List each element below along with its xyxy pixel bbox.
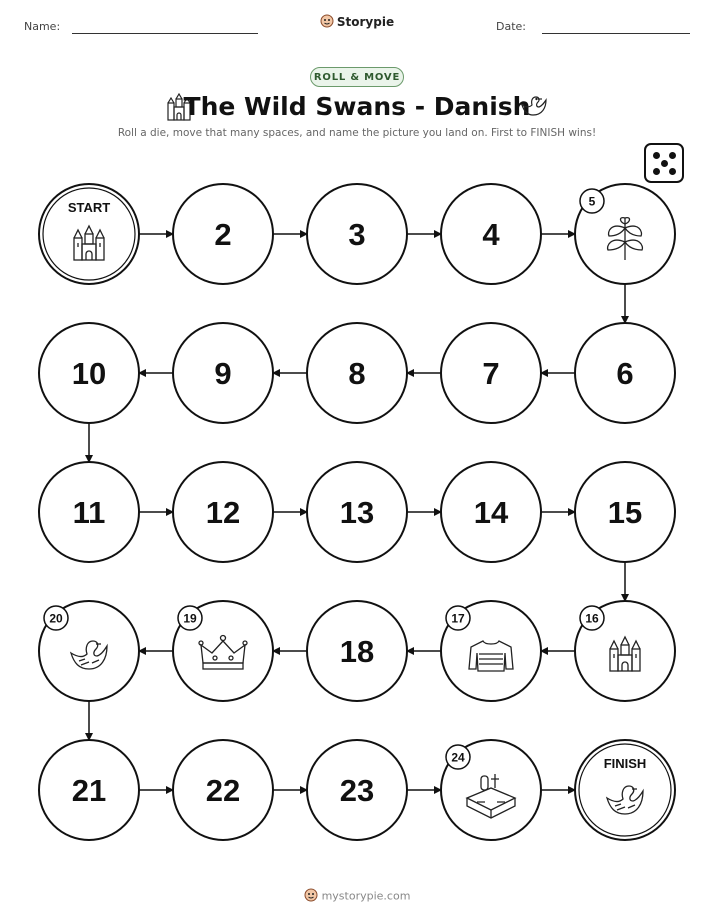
board-space xyxy=(441,323,541,423)
space-number: 17 xyxy=(451,611,465,626)
space-label: FINISH xyxy=(603,756,647,771)
board-space xyxy=(173,740,273,840)
storypie-logo-icon xyxy=(304,888,318,905)
space-number: 2 xyxy=(214,217,232,252)
board-space xyxy=(39,184,139,284)
space-number: 8 xyxy=(348,356,366,391)
brand-name: Storypie xyxy=(336,15,395,29)
board-space xyxy=(173,323,273,423)
board-space xyxy=(39,323,139,423)
board-space xyxy=(307,184,407,284)
space-number: 6 xyxy=(616,356,634,391)
space-number: 24 xyxy=(451,750,465,765)
board-space xyxy=(307,323,407,423)
board-space xyxy=(173,462,273,562)
space-number: 11 xyxy=(72,495,106,530)
board-space xyxy=(575,184,675,284)
space-number: 20 xyxy=(49,611,63,626)
roll-and-move-badge: ROLL & MOVE xyxy=(310,67,404,87)
space-number: 10 xyxy=(71,356,107,391)
space-number: 23 xyxy=(339,773,375,808)
space-number: 5 xyxy=(588,194,596,209)
space-number: 7 xyxy=(482,356,500,391)
space-number: 19 xyxy=(183,611,197,626)
board-space xyxy=(39,462,139,562)
board-space xyxy=(575,462,675,562)
space-number: 18 xyxy=(339,634,375,669)
footer-url: mystorypie.com xyxy=(321,889,411,903)
board-space xyxy=(441,184,541,284)
name-label: Name: xyxy=(24,20,61,33)
space-number: 12 xyxy=(205,495,241,530)
date-label: Date: xyxy=(496,20,526,33)
page-title: The Wild Swans - Danish xyxy=(183,92,531,121)
space-number: 15 xyxy=(607,495,643,530)
board-space xyxy=(307,462,407,562)
space-number: 22 xyxy=(205,773,241,808)
board-space xyxy=(575,323,675,423)
space-number: 14 xyxy=(473,495,509,530)
board-space xyxy=(307,601,407,701)
board-space xyxy=(173,601,273,701)
board-space xyxy=(441,601,541,701)
board-space xyxy=(575,740,675,840)
space-number: 9 xyxy=(214,356,232,391)
board-space xyxy=(39,740,139,840)
board-space xyxy=(173,184,273,284)
board-space xyxy=(441,740,541,840)
board-space xyxy=(307,740,407,840)
space-number: 3 xyxy=(348,217,366,252)
board-space xyxy=(575,601,675,701)
board-space xyxy=(39,601,139,701)
instructions: Roll a die, move that many spaces, and name the picture you land on. First to FINISH wins! xyxy=(117,127,597,139)
board-space xyxy=(441,462,541,562)
footer xyxy=(0,888,714,905)
space-number: 21 xyxy=(71,773,107,808)
space-number: 13 xyxy=(339,495,375,530)
space-number: 4 xyxy=(482,217,500,252)
space-label: START xyxy=(67,200,111,215)
space-number: 16 xyxy=(585,611,599,626)
